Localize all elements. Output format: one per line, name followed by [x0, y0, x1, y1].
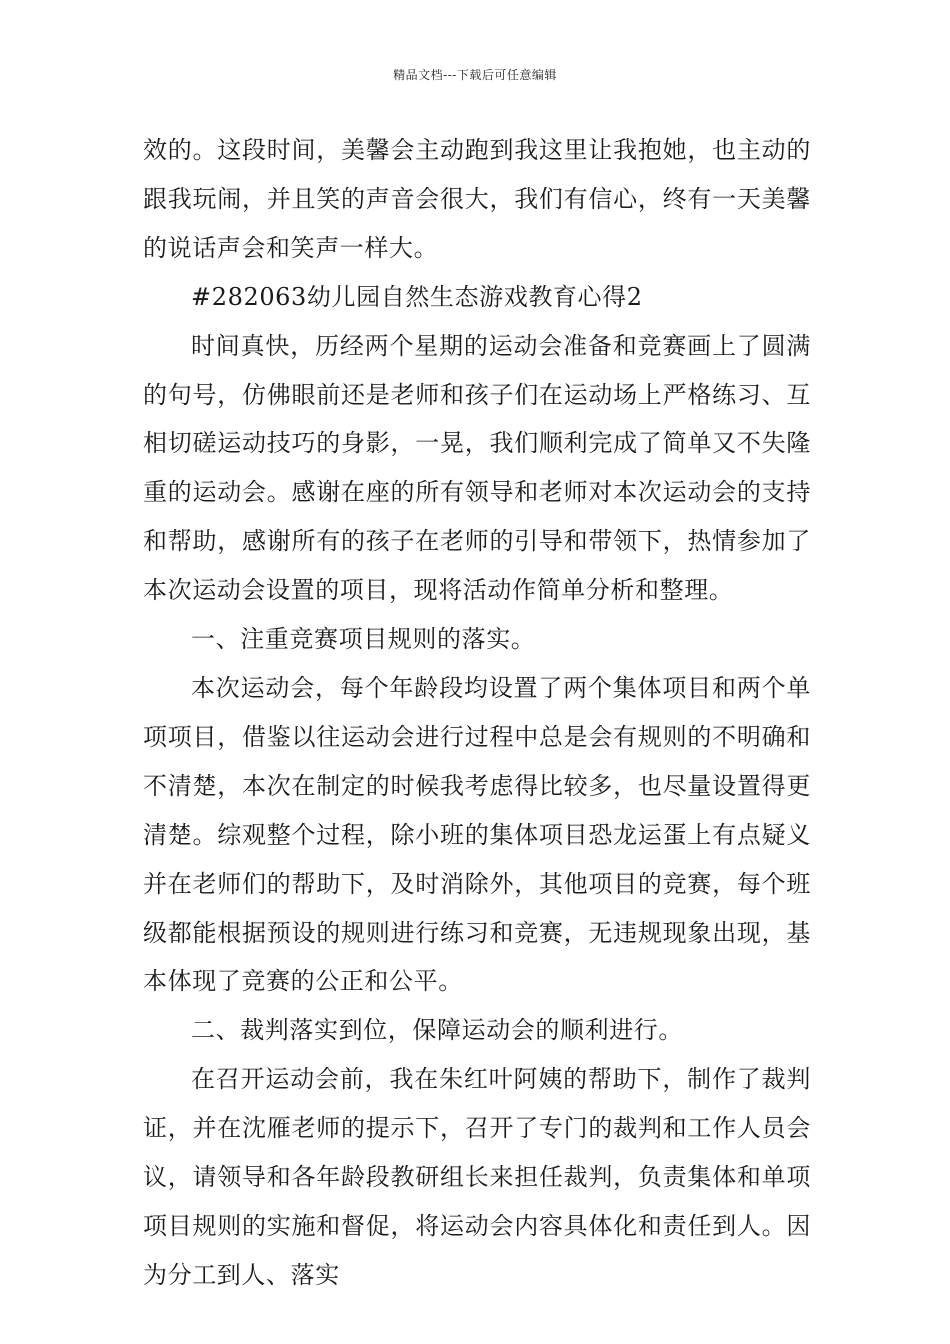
paragraph-referees: 在召开运动会前，我在朱红叶阿姨的帮助下，制作了裁判证，并在沈雁老师的提示下，召开了专门的裁判和工作人员会议，请领导和各年龄段教研组长来担任裁判，负责集体和单项项目规则的实施和督促，将运动会内容具体化和责任到人。因为分工到人、落实 — [143, 1065, 811, 1289]
section-heading-two: 二、裁判落实到位，保障运动会的顺利进行。 — [191, 1016, 683, 1045]
page-header: 精品文档---下载后可任意编辑 — [393, 68, 557, 82]
section-heading-one: 一、注重竞赛项目规则的落实。 — [191, 625, 536, 654]
document-body — [143, 126, 811, 1300]
paragraph-rules: 本次运动会，每个年龄段均设置了两个集体项目和两个单项项目，借鉴以往运动会进行过程中总是会有规则的不明确和不清楚，本次在制定的时候我考虑得比较多，也尽量设置得更清楚。综观整个过程，除小班的集体项目恐龙运蛋上有点疑义并在老师们的帮助下，及时消除外，其他项目的竞赛，每个班级都能根据预设的规则进行练习和竞赛，无违规现象出现，基本体现了竞赛的公正和公平。 — [143, 673, 811, 996]
section-heading-title: #282063幼儿园自然生态游戏教育心得2 — [191, 282, 643, 311]
paragraph-continuation: 效的。这段时间，美馨会主动跑到我这里让我抱她，也主动的跟我玩闹，并且笑的声音会很大，我们有信心，终有一天美馨的说话声会和笑声一样大。 — [143, 136, 811, 262]
paragraph-intro: 时间真快，历经两个星期的运动会准备和竞赛画上了圆满的句号，仿佛眼前还是老师和孩子们在运动场上严格练习、互相切磋运动技巧的身影，一晃，我们顺利完成了简单又不失隆重的运动会。感谢在座的所有领导和老师对本次运动会的支持和帮助，感谢所有的孩子在老师的引导和带领下，热情参加了本次运动会设置的项目，现将活动作简单分析和整理。 — [143, 331, 811, 605]
